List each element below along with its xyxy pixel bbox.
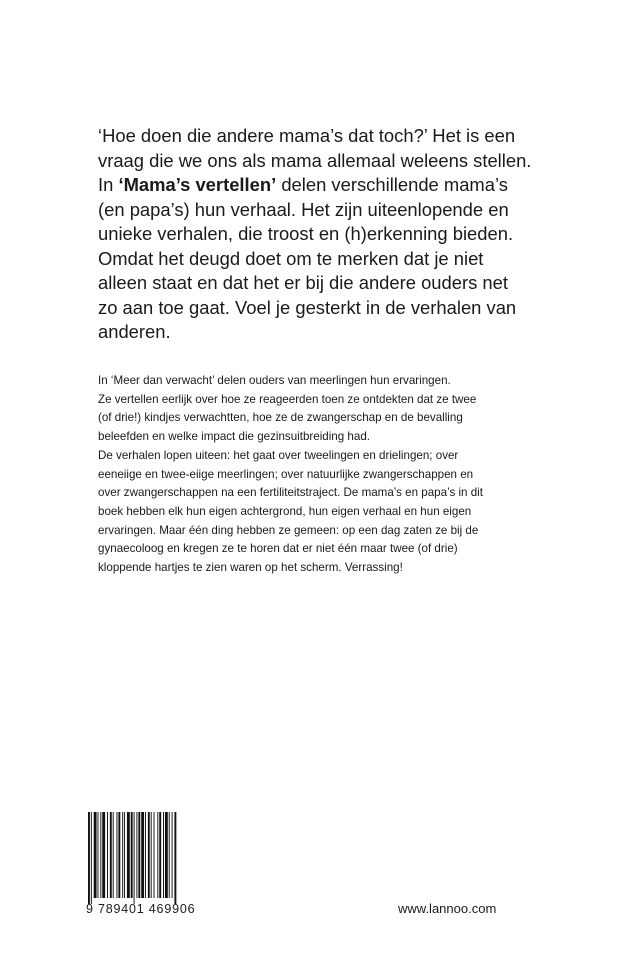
description-line: beleefden en welke impact die gezinsuitbreiding had.: [98, 430, 370, 444]
description-line: (of drie!) kindjes verwachtten, hoe ze de zwangerschap en de bevalling: [98, 411, 463, 425]
barcode-bar: [127, 812, 130, 898]
barcode-bar: [134, 812, 135, 904]
barcode-bar: [113, 812, 114, 898]
barcode-bar: [102, 812, 105, 898]
intro-line: Omdat het deugd doet om te merken dat je niet: [98, 247, 484, 269]
barcode-bar: [154, 812, 155, 898]
intro-line: (en papa’s) hun verhaal. Het zijn uiteenlopende en: [98, 198, 509, 220]
barcode-bar: [141, 812, 144, 898]
barcode-bar: [131, 812, 133, 898]
barcode-graphic: [84, 812, 200, 904]
description-line: De verhalen lopen uiteen: het gaat over tweelingen en drielingen; over: [98, 448, 459, 462]
intro-line-prefix: In: [98, 174, 119, 195]
description-line: gynaecoloog en kregen ze te horen dat er niet één maar twee (of drie): [98, 542, 458, 556]
description-line: Ze vertellen eerlijk over hoe ze reageerden toen ze ontdekten dat ze twee: [98, 392, 477, 406]
description-line: eeneiige en twee-eiige meerlingen; over natuurlijke zwangerschappen en: [98, 467, 474, 481]
barcode-bar: [88, 812, 90, 904]
intro-line-suffix: delen verschillende mama’s: [276, 174, 508, 195]
publisher-url: www.lannoo.com: [398, 901, 497, 916]
barcode-bar: [118, 812, 120, 898]
barcode-bar: [98, 812, 99, 898]
barcode-bar: [110, 812, 112, 898]
barcode-bar: [117, 812, 118, 898]
barcode-bar: [145, 812, 146, 898]
description-line: In ‘Meer dan verwacht’ delen ouders van meerlingen hun ervaringen.: [98, 374, 451, 387]
isbn-number: 9 789401 469906: [86, 902, 196, 916]
intro-line: ‘Hoe doen die andere mama’s dat toch?’ Het is een: [98, 125, 516, 146]
barcode-bar: [159, 812, 161, 898]
intro-line: vraag die we ons als mama allemaal weleens stellen.: [98, 149, 532, 171]
intro-line: unieke verhalen, die troost en (h)erkenning bieden.: [98, 223, 514, 244]
barcode-bar: [174, 812, 176, 904]
barcode: [84, 812, 200, 904]
intro-paragraph: [98, 124, 548, 345]
intro-line: alleen staat en dat het er bij die andere ouders net: [98, 272, 508, 293]
barcode-bar: [91, 812, 92, 904]
barcode-bar: [172, 812, 173, 898]
barcode-bar: [124, 812, 125, 898]
intro-line: zo aan toe gaat. Voel je gesterkt in de verhalen van: [98, 296, 517, 318]
barcode-bar: [151, 812, 152, 898]
intro-line: anderen.: [98, 321, 171, 342]
barcode-bar: [165, 812, 168, 898]
barcode-bar: [138, 812, 140, 898]
description-paragraph: [98, 372, 548, 578]
barcode-bar: [122, 812, 123, 898]
barcode-bar: [163, 812, 164, 898]
description-line: ervaringen. Maar één ding hebben ze gemeen: op een dag zaten ze bij de: [98, 523, 479, 537]
description-line: boek hebben elk hun eigen achtergrond, hun eigen verhaal en hun eigen: [98, 504, 472, 518]
description-line: kloppende hartjes te zien waren op het scherm. Verrassing!: [98, 561, 403, 575]
intro-line: [98, 173, 548, 198]
description-line: over zwangerschappen na een fertiliteitstraject. De mama’s en papa’s in dit: [98, 486, 483, 500]
barcode-bar: [136, 812, 137, 898]
book-title-bold: ‘Mama’s vertellen’: [118, 174, 277, 195]
barcode-bar: [157, 812, 158, 898]
barcode-bar: [100, 812, 101, 898]
barcode-bar: [169, 812, 170, 898]
barcode-bar: [94, 812, 97, 898]
barcode-bar: [107, 812, 108, 898]
barcode-bar: [148, 812, 150, 898]
